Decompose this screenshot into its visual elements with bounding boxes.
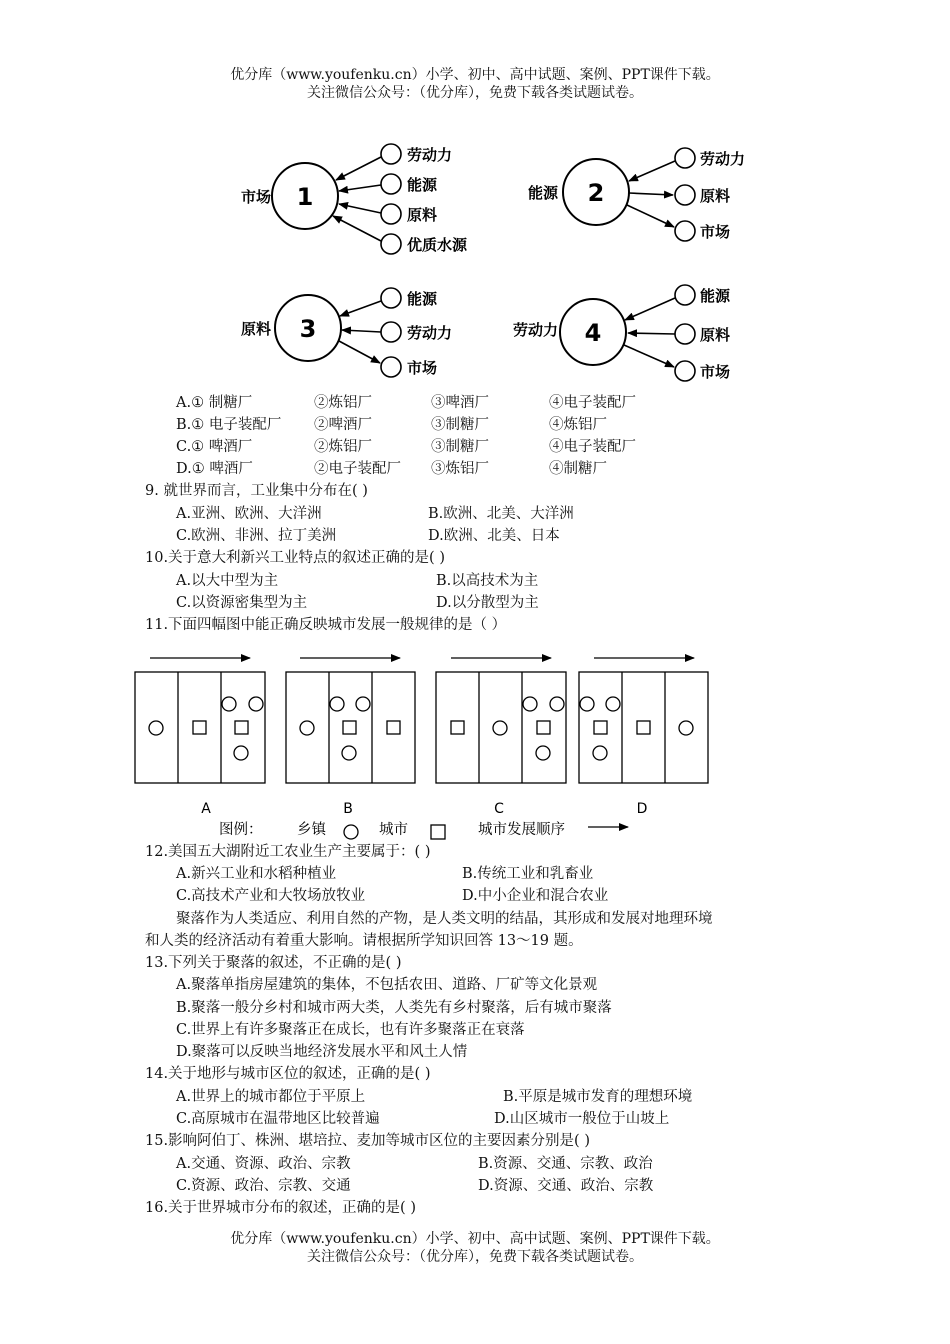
q8-option-d-4: ④制糖厂 [549, 461, 607, 477]
header-line-1: 优分库（www.youfenku.cn）小学、初中、高中试题、案例、PPT课件下载。 [230, 67, 720, 83]
diagram-2-factor: 市场 [700, 223, 731, 241]
q15-option-d: D.资源、交通、政治、宗教 [478, 1178, 654, 1194]
q14-option-d: D.山区城市一般位于山坡上 [494, 1111, 670, 1127]
q8-option-d-3: ③炼铝厂 [431, 461, 489, 477]
diagram-3-number: 3 [299, 315, 317, 343]
panel-d [579, 672, 708, 783]
q9-stem: 9. 就世界而言，工业集中分布在( ) [145, 483, 368, 499]
panel-d-town [580, 697, 594, 711]
q8-option-a-2: ②炼铝厂 [314, 395, 372, 411]
panel-b-town [300, 721, 314, 735]
diagram-4-factor-circle [675, 285, 695, 305]
diagram-3-factor-circle [381, 288, 401, 308]
diagram-4-left-label: 劳动力 [512, 321, 558, 339]
panel-a-town [149, 721, 163, 735]
panel-a-town [222, 697, 236, 711]
diagram-2-factor-circle [675, 221, 695, 241]
panel-d-town [593, 746, 607, 760]
q9-option-a: A.亚洲、欧洲、大洋洲 [176, 506, 322, 522]
diagram-1-left-label: 市场 [240, 188, 271, 206]
diagram-3-left-label: 原料 [240, 320, 271, 338]
panel-c-town [536, 746, 550, 760]
industry-location-diagram [0, 125, 950, 390]
q10-stem: 10.关于意大利新兴工业特点的叙述正确的是( ) [145, 550, 445, 566]
diagram-3-factor-circle [381, 322, 401, 342]
q8-option-a-4: ④电子装配厂 [549, 395, 636, 411]
city-development-diagram [0, 640, 950, 850]
diagram-1-factor: 原料 [407, 206, 438, 224]
panel-d-town [679, 721, 693, 735]
footer-line-1: 优分库（www.youfenku.cn）小学、初中、高中试题、案例、PPT课件下载。 [230, 1231, 720, 1247]
legend-city-symbol [431, 825, 445, 839]
panel-c-label: C [494, 801, 504, 817]
q15-stem: 15.影响阿伯丁、株洲、堪培拉、麦加等城市区位的主要因素分别是( ) [145, 1133, 590, 1149]
panel-b-label: B [343, 801, 353, 817]
q15-option-a: A.交通、资源、政治、宗教 [176, 1156, 351, 1172]
q13-option-d: D.聚落可以反映当地经济发展水平和风土人情 [176, 1044, 468, 1060]
diagram-2-number: 2 [587, 179, 605, 207]
q8-option-d-1: D.① 啤酒厂 [176, 461, 253, 477]
q11-stem: 11.下面四幅图中能正确反映城市发展一般规律的是（ ） [145, 617, 507, 633]
q8-option-b-3: ③制糖厂 [431, 417, 489, 433]
q15-option-c: C.资源、政治、宗教、交通 [176, 1178, 351, 1194]
diagram-1-factor: 优质水源 [407, 236, 468, 254]
panel-b-city [343, 721, 356, 734]
panel-b [286, 672, 415, 783]
q8-option-b-1: B.① 电子装配厂 [176, 417, 282, 433]
legend-town-label: 乡镇 [297, 822, 326, 838]
q8-option-c-3: ③制糖厂 [431, 439, 489, 455]
panel-d-label: D [636, 801, 648, 817]
diagram-2-factor-circle [675, 148, 695, 168]
q8-option-c-2: ②炼铝厂 [314, 439, 372, 455]
panel-c-town [523, 697, 537, 711]
panel-d-city [637, 721, 650, 734]
diagram-1-factor-circle [381, 144, 401, 164]
panel-d-city [594, 721, 607, 734]
header-line-2: 关注微信公众号：（优分库），免费下载各类试题试卷。 [307, 85, 643, 101]
diagram-3-factor: 能源 [407, 290, 438, 308]
q12-option-d: D.中小企业和混合农业 [462, 888, 609, 904]
panel-b-town [356, 697, 370, 711]
q8-option-d-2: ②电子装配厂 [314, 461, 401, 477]
panel-c [436, 672, 566, 783]
diagram-2-factor-circle [675, 185, 695, 205]
diagram-1-number: 1 [296, 183, 314, 211]
diagram-1-factor-circle [381, 234, 401, 254]
diagram-1-factor: 劳动力 [407, 146, 453, 164]
q8-option-a-3: ③啤酒厂 [431, 395, 489, 411]
panel-a-city [235, 721, 248, 734]
panel-c-city [537, 721, 550, 734]
q8-option-b-4: ④炼铝厂 [549, 417, 607, 433]
panel-c-town [493, 721, 507, 735]
q8-option-b-2: ②啤酒厂 [314, 417, 372, 433]
diagram-1-factor: 能源 [407, 176, 438, 194]
q13-option-c: C.世界上有许多聚落正在成长，也有许多聚落正在衰落 [176, 1022, 525, 1038]
q13-option-a: A.聚落单指房屋建筑的集体，不包括农田、道路、厂矿等文化景观 [176, 977, 598, 993]
panel-c-city [451, 721, 464, 734]
diagram-3-factor: 市场 [407, 359, 438, 377]
diagram-2-left-label: 能源 [527, 184, 558, 202]
q10-option-a: A.以大中型为主 [176, 573, 279, 589]
q13-option-b: B.聚落一般分乡村和城市两大类，人类先有乡村聚落，后有城市聚落 [176, 1000, 612, 1016]
passage-line-2: 和人类的经济活动有着重大影响。请根据所学知识回答 13～19 题。 [145, 933, 583, 949]
q15-option-b: B.资源、交通、宗教、政治 [478, 1156, 653, 1172]
q14-stem: 14.关于地形与城市区位的叙述，正确的是( ) [145, 1066, 431, 1082]
q9-option-c: C.欧洲、非洲、拉丁美洲 [176, 528, 337, 544]
q14-option-c: C.高原城市在温带地区比较普遍 [176, 1111, 380, 1127]
panel-d-town [606, 697, 620, 711]
q12-option-b: B.传统工业和乳畜业 [462, 866, 594, 882]
q14-option-a: A.世界上的城市都位于平原上 [176, 1089, 366, 1105]
q8-option-c-4: ④电子装配厂 [549, 439, 636, 455]
q8-option-a-1: A.① 制糖厂 [176, 395, 253, 411]
legend-city-label: 城市 [379, 822, 408, 838]
diagram-1-factor-circle [381, 204, 401, 224]
q13-stem: 13.下列关于聚落的叙述，不正确的是( ) [145, 955, 402, 971]
diagram-3-factor-circle [381, 357, 401, 377]
q12-stem: 12.美国五大湖附近工农业生产主要属于：( ) [145, 844, 431, 860]
q8-option-c-1: C.① 啤酒厂 [176, 439, 253, 455]
panel-b-town [342, 746, 356, 760]
q9-option-b: B.欧洲、北美、大洋洲 [428, 506, 574, 522]
passage-line-1: 聚落作为人类适应、利用自然的产物，是人类文明的结晶，其形成和发展对地理环境 [176, 911, 713, 927]
footer-line-2: 关注微信公众号：（优分库），免费下载各类试题试卷。 [307, 1249, 643, 1265]
diagram-2-factor: 原料 [700, 187, 731, 205]
legend-title: 图例： [219, 822, 263, 838]
panel-a-city [193, 721, 206, 734]
legend-order-label: 城市发展顺序 [478, 822, 565, 838]
q10-option-b: B.以高技术为主 [436, 573, 539, 589]
diagram-3-factor: 劳动力 [407, 324, 453, 342]
panel-c-town [550, 697, 564, 711]
q9-option-d: D.欧洲、北美、日本 [428, 528, 560, 544]
legend-town-symbol [344, 825, 358, 839]
diagram-4-factor-circle [675, 361, 695, 381]
panel-b-city [387, 721, 400, 734]
q12-option-a: A.新兴工业和水稻种植业 [176, 866, 337, 882]
diagram-1-factor-circle [381, 174, 401, 194]
panel-a-town [249, 697, 263, 711]
q14-option-b: B.平原是城市发育的理想环境 [503, 1089, 693, 1105]
diagram-4-number: 4 [584, 319, 602, 347]
diagram-2-factor: 劳动力 [700, 150, 746, 168]
diagram-4-factor-circle [675, 324, 695, 344]
panel-b-town [330, 697, 344, 711]
diagram-4-factor: 市场 [700, 363, 731, 381]
panel-a-town [234, 746, 248, 760]
panel-a [135, 672, 265, 783]
q16-stem: 16.关于世界城市分布的叙述，正确的是( ) [145, 1200, 416, 1216]
q10-option-d: D.以分散型为主 [436, 595, 539, 611]
diagram-4-factor: 能源 [700, 287, 731, 305]
q10-option-c: C.以资源密集型为主 [176, 595, 308, 611]
q12-option-c: C.高技术产业和大牧场放牧业 [176, 888, 366, 904]
panel-a-label: A [201, 801, 211, 817]
diagram-4-factor: 原料 [700, 326, 731, 344]
